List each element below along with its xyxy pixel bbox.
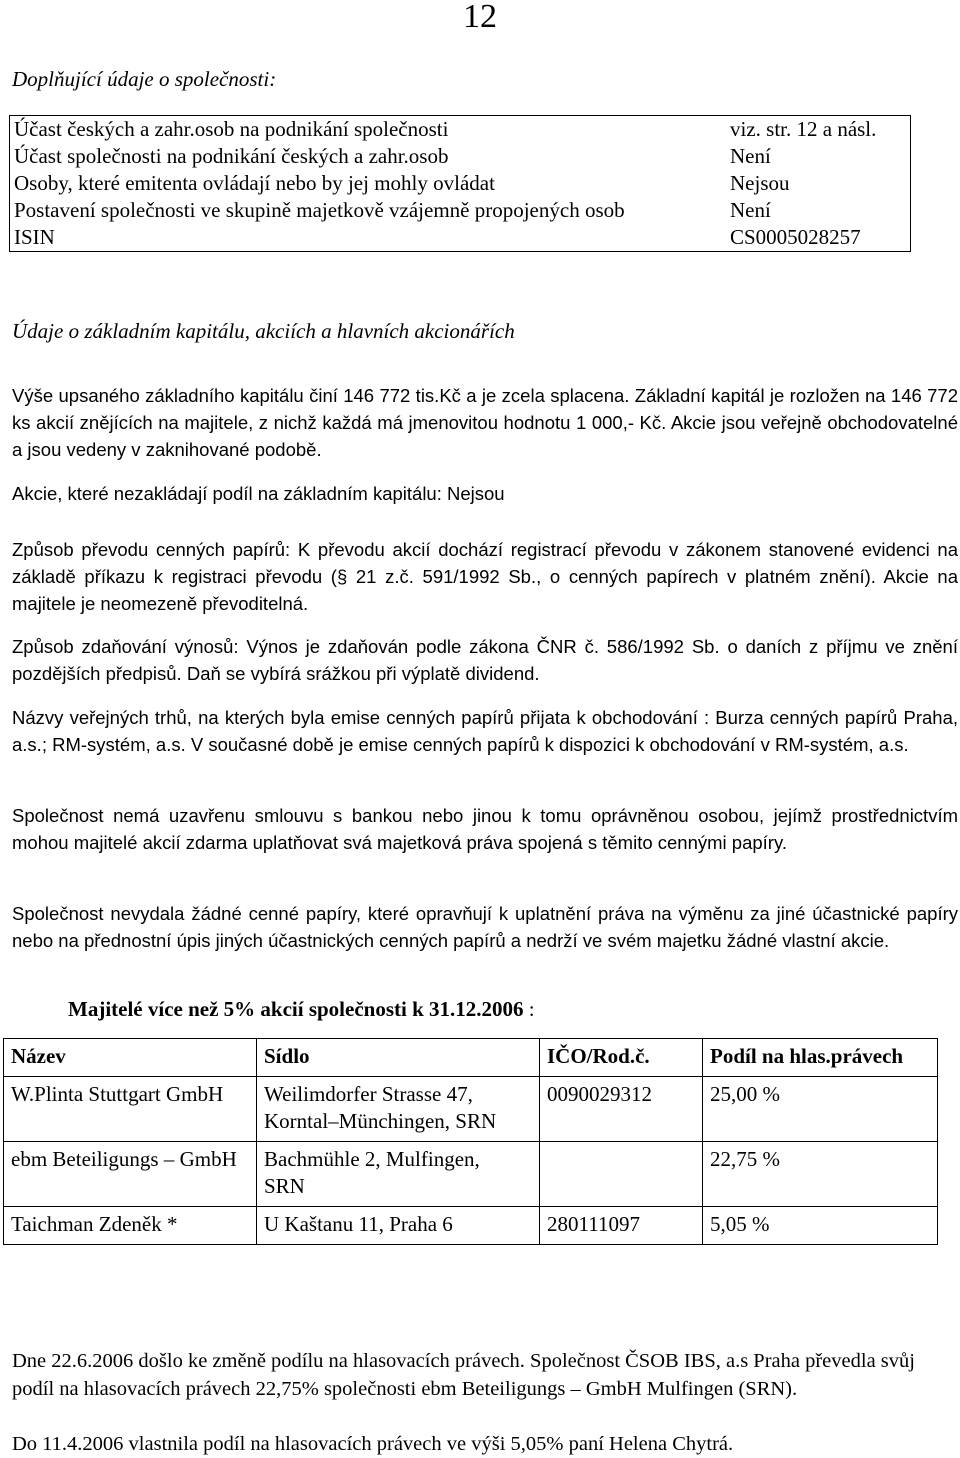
- owners-header-row: [4, 1039, 938, 1077]
- owner-id: 0090029312: [540, 1077, 703, 1142]
- owner-name: ebm Beteiligungs – GmbH: [4, 1142, 257, 1207]
- table-row: [4, 1077, 938, 1142]
- header-id: IČO/Rod.č.: [540, 1039, 703, 1077]
- capital-paragraph: Výše upsaného základního kapitálu činí 146 772 tis.Kč a je zcela splacena. Základní kapitál je rozložen na 146 772 ks akcií znějících na majitele, z nichž každá má jmenovitou hodnotu 1 000,- Kč. Akcie jsou veřejně obchodovatelné a jsou vedeny v zaknihované podobě.: [12, 385, 958, 460]
- info-value: Nejsou: [730, 171, 790, 195]
- non-capital-shares-text: Akcie, které nezakládají podíl na základním kapitálu: Nejsou: [12, 483, 505, 504]
- info-row: [10, 224, 911, 252]
- header-seat: Sídlo: [257, 1039, 540, 1077]
- info-label: Účast českých a zahr.osob na podnikání společnosti: [14, 117, 449, 141]
- owners-heading-text: Majitelé více než 5% akcií společnosti k 31.12.2006: [68, 997, 524, 1021]
- owner-id: 280111097: [540, 1207, 703, 1245]
- agreement-paragraph: Společnost nemá uzavřenu smlouvu s bankou nebo jinou k tomu oprávněnou osobou, jejímž prostřednictvím mohou majitelé akcií zdarma uplatňovat svá majetková práva spojená s těmito cennými papíry.: [12, 805, 958, 853]
- owner-seat: [257, 1077, 540, 1142]
- owner-name: Taichman Zdeněk *: [4, 1207, 257, 1245]
- securities-paragraph: Společnost nevydala žádné cenné papíry, které opravňují k uplatnění práva na výměnu za jiné účastnické papíry nebo na přednostní úpis jiných účastnických cenných papírů a nedrží ve svém majetku žádné vlastní akcie.: [12, 903, 958, 951]
- transfer-paragraph: Způsob převodu cenných papírů: K převodu akcií dochází registrací převodu v zákonem stanovené evidenci na základě příkazu k registraci převodu (§ 21 z.č. 591/1992 Sb., o cenných papírech v platném znění). Akcie na majitele je neomezeně převoditelná.: [12, 539, 958, 614]
- info-label: Účast společnosti na podnikání českých a zahr.osob: [14, 144, 449, 168]
- info-value: viz. str. 12 a násl.: [730, 117, 877, 141]
- header-name: Název: [4, 1039, 257, 1077]
- info-label: ISIN: [14, 225, 55, 249]
- info-value: Není: [730, 144, 771, 168]
- owner-share: 22,75 %: [703, 1142, 938, 1207]
- info-row: [10, 116, 911, 144]
- owners-heading: [68, 997, 535, 1022]
- markets-paragraph: Názvy veřejných trhů, na kterých byla emise cenných papírů přijata k obchodování : Burza cenných papírů Praha, a.s.; RM-systém, a.s. V současné době je emise cenných papírů k dispozici k obchodování v RM-systém, a.s.: [12, 707, 958, 755]
- table-row: [4, 1207, 938, 1245]
- info-label: Postavení společnosti ve skupině majetkově vzájemně propojených osob: [14, 198, 625, 222]
- info-label: Osoby, které emitenta ovládají nebo by jej mohly ovládat: [14, 171, 495, 195]
- company-info-table: [9, 115, 911, 252]
- seat-line: SRN: [264, 1174, 305, 1198]
- info-value: CS0005028257: [730, 225, 861, 249]
- owner-name: W.Plinta Stuttgart GmbH: [4, 1077, 257, 1142]
- owner-seat: U Kaštanu 11, Praha 6: [257, 1207, 540, 1245]
- seat-line: Bachmühle 2, Mulfingen,: [264, 1147, 480, 1171]
- seat-line: Korntal–Münchingen, SRN: [264, 1109, 497, 1133]
- info-row: [10, 143, 911, 170]
- owners-heading-suffix: :: [523, 997, 535, 1021]
- owner-id: [540, 1142, 703, 1207]
- taxation-paragraph: Způsob zdaňování výnosů: Výnos je zdaňován podle zákona ČNR č. 586/1992 Sb. o daních z příjmu ve znění pozdějších předpisů. Daň se vybírá srážkou při výplatě dividend.: [12, 636, 958, 684]
- section-title-capital: Údaje o základním kapitálu, akciích a hlavních akcionářích: [12, 319, 515, 343]
- header-voting-share: Podíl na hlas.právech: [703, 1039, 938, 1077]
- page-number: 12: [463, 0, 497, 35]
- table-row: [4, 1142, 938, 1207]
- info-row: [10, 170, 911, 197]
- info-value: Není: [730, 198, 771, 222]
- section-title-additional-info: Doplňující údaje o společnosti:: [12, 67, 277, 91]
- seat-line: Weilimdorfer Strasse 47,: [264, 1082, 473, 1106]
- owner-share: 25,00 %: [703, 1077, 938, 1142]
- owner-share: 5,05 %: [703, 1207, 938, 1245]
- final-paragraph: Do 11.4.2006 vlastnila podíl na hlasovacích právech ve výši 5,05% paní Helena Chytrá.: [12, 1433, 734, 1455]
- info-row: [10, 197, 911, 224]
- change-paragraph: Dne 22.6.2006 došlo ke změně podílu na hlasovacích právech. Společnost ČSOB IBS, a.s Praha převedla svůj podíl na hlasovacích právech 22,75% společnosti ebm Beteiligungs – GmbH Mulfingen (SRN).: [12, 1350, 915, 1400]
- owners-table: [3, 1038, 938, 1245]
- owner-seat: [257, 1142, 540, 1207]
